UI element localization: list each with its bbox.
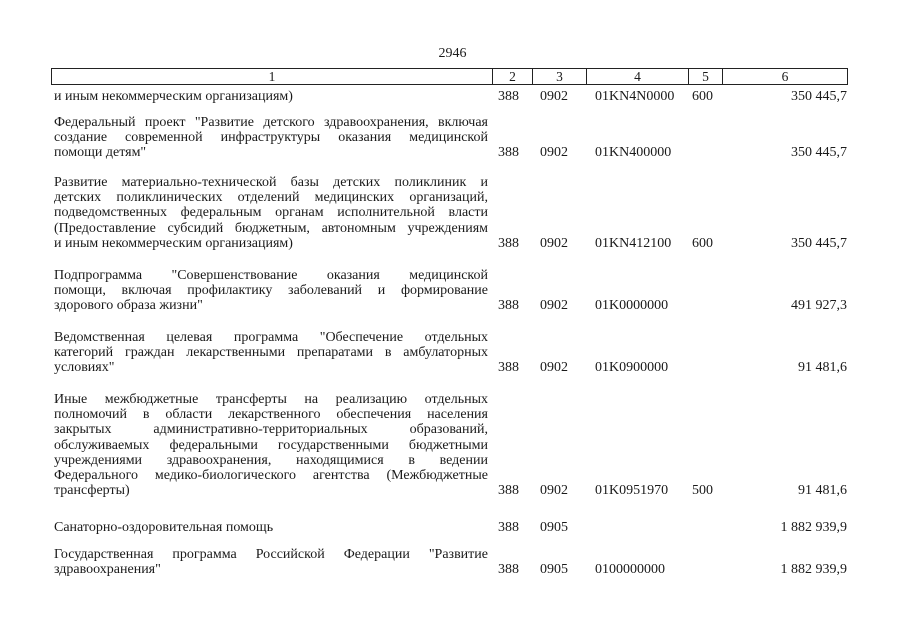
page-number: 2946	[438, 46, 467, 61]
description-line: (Предоставление субсидий бюджетным, автономным учреждениям	[54, 220, 488, 236]
cell-col-6: 91 481,6	[798, 483, 847, 499]
description-line: закрытых административно-территориальных образований,	[54, 422, 488, 438]
description-line: детских поликлинических отделений медицинских организаций,	[54, 190, 488, 206]
description-line: создание современной инфраструктуры оказания медицинской	[54, 130, 488, 146]
cell-col-2: 388	[498, 562, 519, 578]
row-description	[54, 175, 488, 251]
cell-col-5: 600	[692, 235, 713, 251]
row-description	[54, 268, 488, 314]
description-line: и иным некоммерческим организациям)	[54, 235, 293, 251]
row-description	[54, 330, 488, 376]
cell-col-6: 91 481,6	[798, 360, 847, 376]
header-col-3: 3	[533, 69, 587, 84]
description-line: здорового образа жизни"	[54, 298, 203, 314]
description-line: подведомственных федеральным органам исполнительной власти	[54, 205, 488, 221]
cell-col-3: 0902	[540, 298, 568, 314]
description-line: здравоохранения"	[54, 562, 161, 578]
description-line: Государственная программа Российской Федерации "Развитие	[54, 547, 488, 562]
table-header	[51, 68, 848, 85]
description-line: Федеральный проект "Развитие детского здравоохранения, включая	[54, 115, 488, 130]
cell-col-3: 0902	[540, 360, 568, 376]
description-line: помощи детям"	[54, 145, 147, 161]
cell-col-5: 500	[692, 483, 713, 499]
cell-col-3: 0902	[540, 145, 568, 161]
cell-col-6: 1 882 939,9	[780, 562, 847, 578]
cell-col-6: 491 927,3	[791, 298, 847, 314]
description-line: и иным некоммерческим организациям)	[54, 89, 293, 104]
description-line: Ведомственная целевая программа "Обеспечение отдельных	[54, 330, 488, 345]
row-description	[54, 392, 488, 498]
description-line: условиях"	[54, 360, 115, 376]
cell-col-4: 01K0900000	[595, 360, 669, 376]
cell-col-2: 388	[498, 520, 519, 535]
cell-col-3: 0902	[540, 89, 568, 104]
cell-col-4: 0100000000	[595, 562, 665, 578]
description-line: категорий граждан лекарственными препаратами в амбулаторных	[54, 345, 488, 361]
cell-col-3: 0902	[540, 483, 568, 499]
cell-col-2: 388	[498, 483, 519, 499]
header-col-2: 2	[493, 69, 533, 84]
cell-col-6: 1 882 939,9	[780, 520, 847, 535]
description-line: Федерального медико-биологического агентства (Межбюджетные	[54, 468, 488, 484]
header-col-1: 1	[52, 69, 493, 84]
cell-col-4: 01KN412100	[595, 235, 672, 251]
description-line: трансферты)	[54, 483, 130, 499]
cell-col-5: 600	[692, 89, 713, 104]
cell-col-3: 0905	[540, 562, 568, 578]
cell-col-6: 350 445,7	[791, 145, 847, 161]
cell-col-3: 0905	[540, 520, 568, 535]
cell-col-2: 388	[498, 89, 519, 104]
row-description	[54, 547, 488, 577]
cell-col-6: 350 445,7	[791, 89, 847, 104]
cell-col-4: 01K0000000	[595, 298, 669, 314]
cell-col-4: 01K0951970	[595, 483, 669, 499]
description-line: Развитие материально-технической базы детских поликлиник и	[54, 175, 488, 190]
cell-col-3: 0902	[540, 235, 568, 251]
header-col-4: 4	[587, 69, 689, 84]
header-col-6: 6	[781, 69, 789, 84]
cell-col-2: 388	[498, 298, 519, 314]
description-line: Подпрограмма "Совершенствование оказания медицинской	[54, 268, 488, 283]
description-line: помощи, включая профилактику заболеваний и формирование	[54, 283, 488, 299]
description-line: учреждениями здравоохранения, находящимися в ведении	[54, 452, 488, 468]
cell-col-2: 388	[498, 235, 519, 251]
cell-col-2: 388	[498, 360, 519, 376]
cell-col-2: 388	[498, 145, 519, 161]
description-line: Санаторно-оздоровительная помощь	[54, 520, 274, 535]
cell-col-4: 01KN4N0000	[595, 89, 675, 104]
cell-col-6: 350 445,7	[791, 235, 847, 251]
row-description	[54, 520, 488, 535]
cell-col-4: 01KN400000	[595, 145, 672, 161]
row-description	[54, 115, 488, 161]
description-line: полномочий в области лекарственного обеспечения населения	[54, 407, 488, 423]
description-line: Иные межбюджетные трансферты на реализацию отдельных	[54, 392, 488, 407]
header-col-5: 5	[689, 69, 723, 84]
description-line: обслуживаемых федеральными государственными бюджетными	[54, 437, 488, 453]
row-description	[54, 89, 488, 104]
